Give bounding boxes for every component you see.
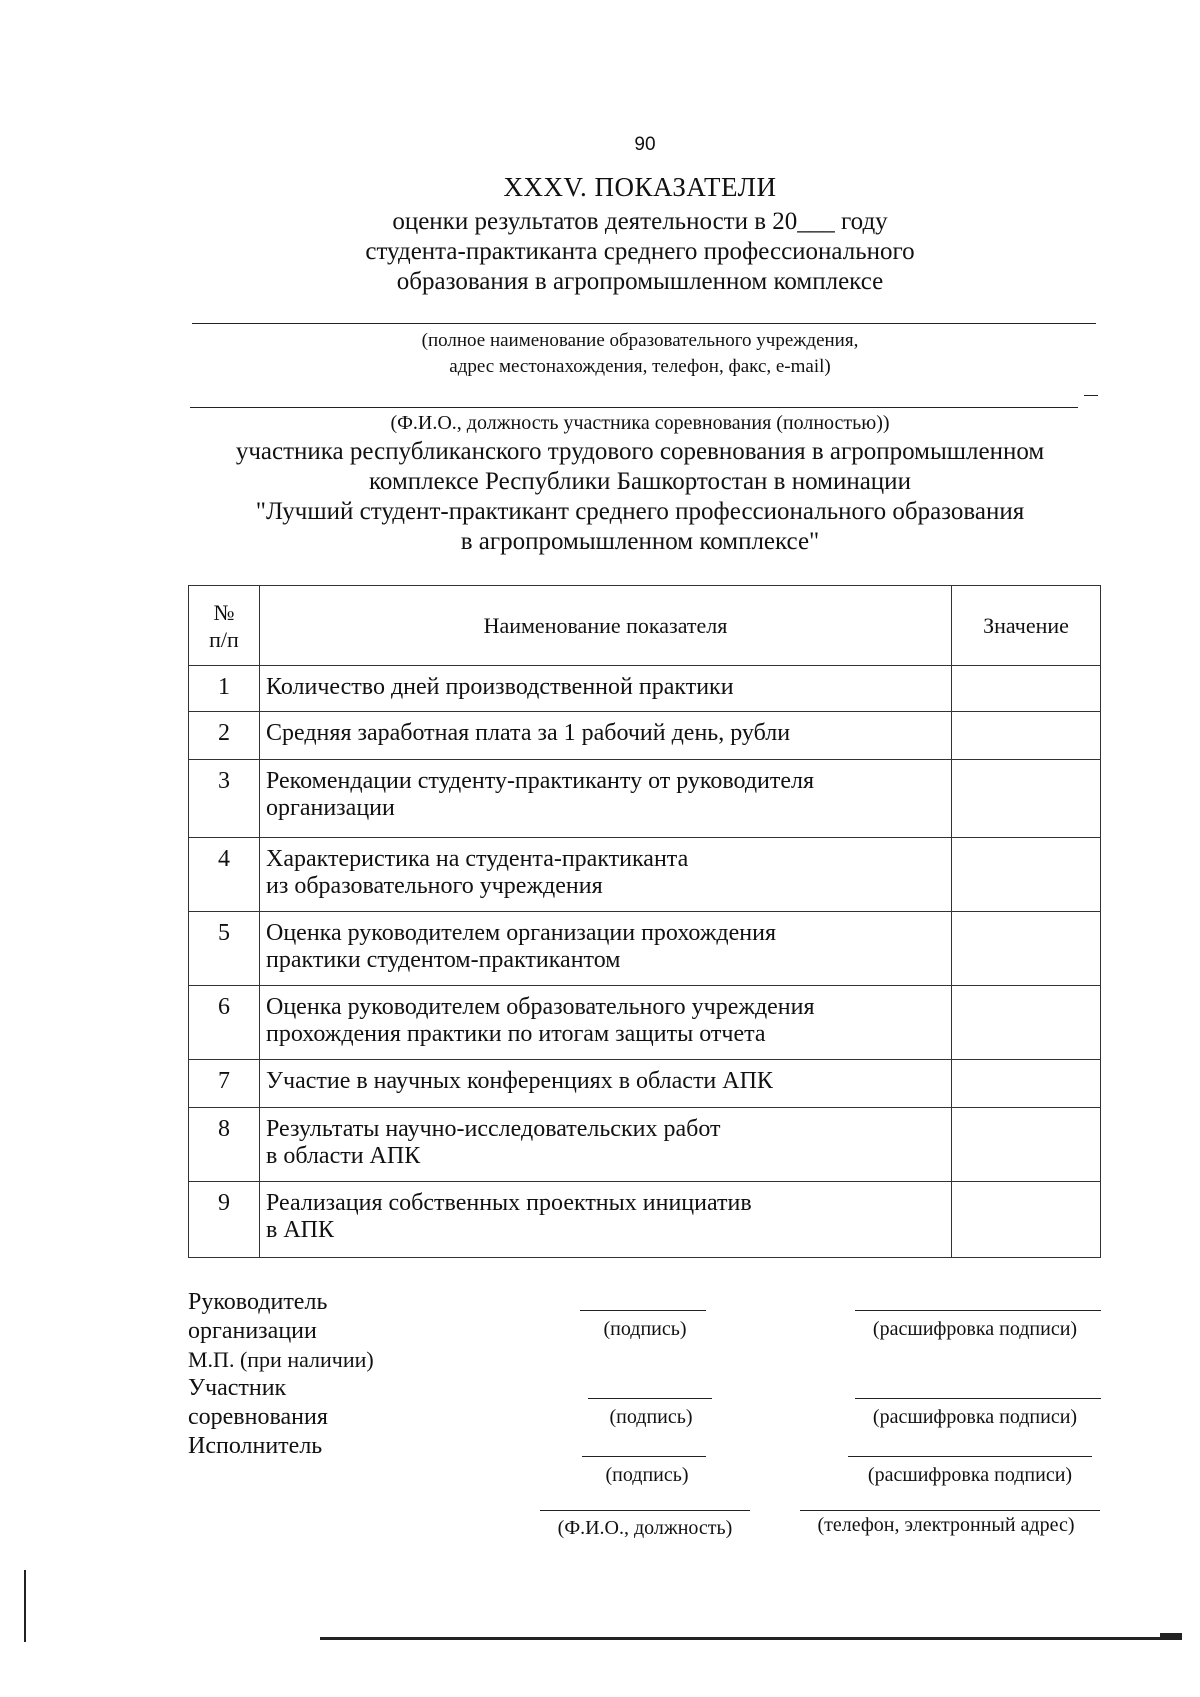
row-indicator-name: [260, 1060, 952, 1108]
table-row: [189, 760, 1101, 838]
subtitle-line-3: образования в агропромышленном комплексе: [396, 268, 884, 295]
head-label-line-2: организации: [188, 1318, 317, 1344]
head-decode-line[interactable]: [855, 1310, 1101, 1311]
row-number: 7: [189, 1060, 260, 1108]
row-indicator-name: [260, 1108, 952, 1182]
scan-left-edge: [24, 1570, 26, 1642]
nomination-line-1: участника республиканского трудового соревнования в агропромышленном: [235, 438, 1045, 465]
header-number: [189, 586, 260, 666]
row-number: 1: [189, 666, 260, 712]
indicator-name-line: Рекомендации студенту-практиканту от руководителя: [266, 768, 815, 794]
row-number: 6: [189, 986, 260, 1060]
executor-contact-line[interactable]: [800, 1510, 1100, 1511]
indicator-name-line: организации: [266, 795, 395, 821]
indicator-name-line: Средняя заработная плата за 1 рабочий день, рубли: [266, 720, 791, 746]
row-indicator-name: [260, 760, 952, 838]
head-signature-line[interactable]: [580, 1310, 706, 1311]
head-decode-caption: (расшифровка подписи): [872, 1318, 1078, 1340]
participant-signature-line[interactable]: [588, 1398, 712, 1399]
participant-caption: (Ф.И.О., должность участника соревнования (полностью)): [390, 412, 890, 434]
line-tick-mark: [1084, 395, 1098, 396]
row-number: 9: [189, 1182, 260, 1258]
row-number: 3: [189, 760, 260, 838]
indicator-name-line: Реализация собственных проектных инициатив: [266, 1190, 752, 1216]
row-value-cell[interactable]: [952, 912, 1101, 986]
nomination-line-4: в агропромышленном комплексе": [460, 528, 820, 555]
row-number: 2: [189, 712, 260, 760]
indicator-name-line: Характеристика на студента-практиканта: [266, 846, 689, 872]
participant-decode-caption: (расшифровка подписи): [872, 1406, 1078, 1428]
document-title: XXXV. ПОКАЗАТЕЛИ: [503, 172, 777, 202]
row-indicator-name: [260, 912, 952, 986]
scan-bottom-edge-thick: [1160, 1633, 1182, 1640]
indicator-name-line: прохождения практики по итогам защиты отчета: [266, 1021, 766, 1047]
row-value-cell[interactable]: [952, 666, 1101, 712]
indicator-name-line: из образовательного учреждения: [266, 873, 603, 899]
participant-fill-line[interactable]: [190, 407, 1078, 408]
table-row: [189, 912, 1101, 986]
nomination-line-3: "Лучший студент-практикант среднего профессионального образования: [255, 498, 1025, 525]
executor-decode-line[interactable]: [848, 1456, 1092, 1457]
institution-caption-2: адрес местонахождения, телефон, факс, e-mail): [449, 356, 831, 377]
row-number: 4: [189, 838, 260, 912]
row-value-cell[interactable]: [952, 986, 1101, 1060]
table-row: [189, 666, 1101, 712]
header-indicator-name: Наименование показателя: [260, 586, 952, 666]
row-indicator-name: [260, 712, 952, 760]
indicators-table: [188, 585, 1101, 1258]
participant-decode-line[interactable]: [855, 1398, 1101, 1399]
row-number: 8: [189, 1108, 260, 1182]
indicator-name-line: Оценка руководителем образовательного учреждения: [266, 994, 815, 1020]
head-label-line-1: Руководитель: [188, 1289, 328, 1315]
participant-signature-caption: (подпись): [609, 1406, 693, 1428]
row-number: 5: [189, 912, 260, 986]
page-number: 90: [634, 134, 656, 155]
institution-fill-line[interactable]: [192, 323, 1096, 324]
executor-fio-caption: (Ф.И.О., должность): [557, 1517, 733, 1539]
table-row: [189, 1182, 1101, 1258]
header-number-abbr: п/п: [209, 626, 239, 652]
indicator-name-line: Результаты научно-исследовательских работ: [266, 1116, 721, 1142]
indicator-name-line: Участие в научных конференциях в области АПК: [266, 1068, 773, 1094]
indicator-name-line: в области АПК: [266, 1143, 421, 1169]
nomination-line-2: комплексе Республики Башкортостан в номинации: [369, 468, 911, 495]
header-number-sign: №: [213, 599, 235, 625]
participant-label-line-2: соревнования: [188, 1404, 328, 1430]
executor-decode-caption: (расшифровка подписи): [867, 1464, 1073, 1486]
indicator-name-line: в АПК: [266, 1217, 335, 1243]
row-value-cell[interactable]: [952, 760, 1101, 838]
executor-contact-caption: (телефон, электронный адрес): [817, 1514, 1075, 1536]
indicator-name-line: практики студентом-практикантом: [266, 947, 621, 973]
row-indicator-name: [260, 986, 952, 1060]
executor-label: Исполнитель: [188, 1433, 323, 1459]
indicator-name-line: Количество дней производственной практики: [266, 674, 734, 700]
header-value: Значение: [952, 586, 1101, 666]
stamp-note: М.П. (при наличии): [188, 1347, 374, 1372]
executor-fio-line[interactable]: [540, 1510, 750, 1511]
row-value-cell[interactable]: [952, 1060, 1101, 1108]
participant-label-line-1: Участник: [188, 1375, 287, 1401]
row-indicator-name: [260, 666, 952, 712]
row-value-cell[interactable]: [952, 1108, 1101, 1182]
table-row: [189, 1060, 1101, 1108]
table-row: [189, 1108, 1101, 1182]
table-row: [189, 986, 1101, 1060]
executor-signature-line[interactable]: [582, 1456, 706, 1457]
scan-bottom-edge: [320, 1637, 1182, 1640]
executor-signature-caption: (подпись): [605, 1464, 689, 1486]
row-indicator-name: [260, 838, 952, 912]
table-row: [189, 712, 1101, 760]
table-header-row: [189, 586, 1101, 666]
row-indicator-name: [260, 1182, 952, 1258]
table-row: [189, 838, 1101, 912]
row-value-cell[interactable]: [952, 838, 1101, 912]
subtitle-line-2: студента-практиканта среднего профессионального: [365, 238, 915, 265]
institution-caption-1: (полное наименование образовательного учреждения,: [421, 330, 859, 351]
indicator-name-line: Оценка руководителем организации прохождения: [266, 920, 776, 946]
row-value-cell[interactable]: [952, 712, 1101, 760]
row-value-cell[interactable]: [952, 1182, 1101, 1258]
subtitle-line-1: оценки результатов деятельности в 20___ году: [392, 208, 888, 235]
head-signature-caption: (подпись): [603, 1318, 687, 1340]
